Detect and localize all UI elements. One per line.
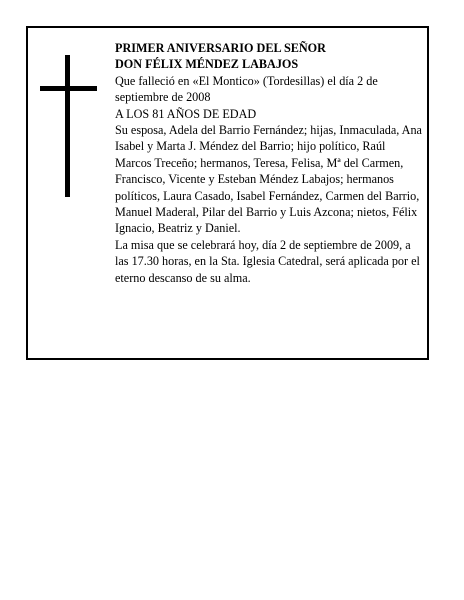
notice-text <box>115 40 423 286</box>
death-info: Que falleció en «El Montico» (Tordesillas) el día 2 de septiembre de 2008 <box>115 73 378 105</box>
cross-vertical-bar <box>65 55 70 197</box>
obituary-notice <box>26 26 429 360</box>
mass-paragraph: La misa que se celebrará hoy, día 2 de septiembre de 2009, a las 17.30 horas, en la Sta. Iglesia Catedral, será aplicada por el eterno descanso de su alma. <box>115 237 420 285</box>
notice-title-line2: DON FÉLIX MÉNDEZ LABAJOS <box>115 57 299 72</box>
age-line: A LOS 81 AÑOS DE EDAD <box>115 106 257 121</box>
cross-horizontal-bar <box>40 86 97 91</box>
cross-icon <box>40 55 97 197</box>
notice-title-line1: PRIMER ANIVERSARIO DEL SEÑOR <box>115 41 326 55</box>
family-paragraph: Su esposa, Adela del Barrio Fernández; hijas, Inmaculada, Ana Isabel y Marta J. Méndez del Barrio; hijo político, Raúl Marcos Treceño; hermanos, Teresa, Felisa, Mª del Carmen, Francisco, Vicente y Esteban Méndez Labajos; hermanos políticos, Laura Casado, Isabel Fernández, Carmen del Barrio, Manuel Maderal, Pilar del Barrio y Luis Azcona; nietos, Félix Ignacio, Beatriz y Daniel. <box>115 123 422 236</box>
